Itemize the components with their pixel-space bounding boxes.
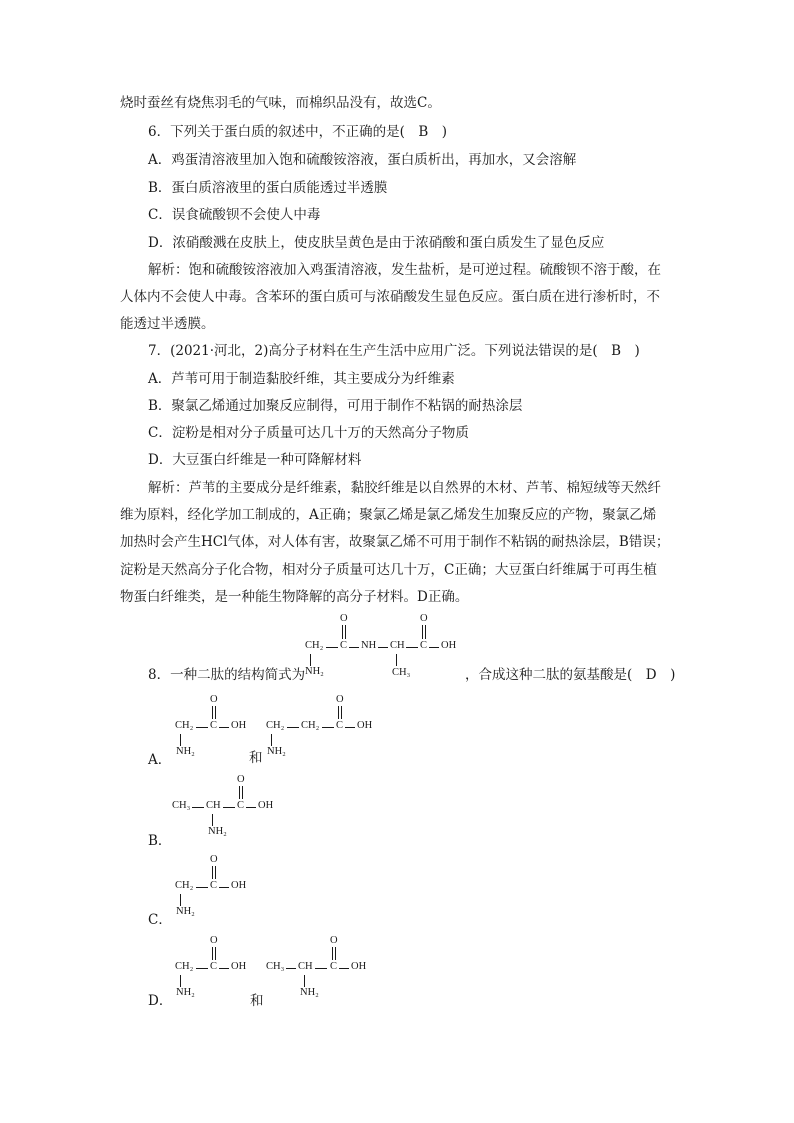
atom-ch2: CH₂ [175, 720, 194, 731]
atom-nh2: NH₂ [305, 666, 324, 677]
question-8-prefix: 8．一种二肽的结构简式为 [148, 667, 306, 683]
atom-ch2: CH₂ [266, 720, 285, 731]
atom-oh: OH [231, 720, 247, 731]
atom-c: C [330, 961, 338, 972]
q8-option-a-label: A． [148, 752, 172, 768]
q6-explanation: 人体内不会使人中毒。含苯环的蛋白质可与浓硝酸发生显色反应。蛋白质在进行渗析时，不 [120, 289, 660, 305]
atom-c: C [237, 800, 245, 811]
q7-explanation: 加热时会产生HCl气体，对人体有害，故聚氯乙烯不可用于制作不粘锅的耐热涂层，B错误； [120, 534, 670, 550]
atom-o: O [340, 613, 348, 624]
q6-option-d: D．浓硝酸溅在皮肤上，使皮肤呈黄色是由于浓硝酸和蛋白质发生了显色反应 [148, 235, 605, 251]
question-8-suffix: ，合成这种二肽的氨基酸是( D ) [465, 667, 676, 683]
question-7: 7．(2021·河北，2)高分子材料在生产生活中应用广泛。下列说法错误的是( B ) [148, 343, 640, 359]
atom-oh: OH [231, 961, 247, 972]
atom-o: O [210, 854, 218, 865]
atom-nh: NH [361, 640, 377, 651]
atom-ch2: CH₂ [175, 961, 194, 972]
q6-option-b: B．蛋白质溶液里的蛋白质能透过半透膜 [148, 180, 388, 196]
q6-option-a: A．鸡蛋清溶液里加入饱和硫酸铵溶液，蛋白质析出，再加水，又会溶解 [148, 152, 577, 168]
atom-oh: OH [441, 640, 457, 651]
atom-c: C [210, 880, 218, 891]
q8-option-d-label: D． [148, 993, 173, 1009]
atom-c: C [210, 961, 218, 972]
atom-ch: CH [298, 961, 313, 972]
atom-o: O [420, 613, 428, 624]
atom-nh2: NH₂ [176, 987, 195, 998]
atom-o: O [210, 935, 218, 946]
atom-c: C [336, 720, 344, 731]
atom-o: O [210, 694, 218, 705]
and-word: 和 [250, 993, 264, 1009]
q7-explanation: 淀粉是天然高分子化合物，相对分子质量可达几十万，C正确；大豆蛋白纤维属于可再生植 [120, 562, 657, 578]
q8-option-c-label: C． [148, 912, 172, 928]
atom-ch2: CH₂ [301, 720, 320, 731]
atom-nh2: NH₂ [208, 826, 227, 837]
q6-option-c: C．误食硫酸钡不会使人中毒 [148, 207, 321, 223]
atom-ch2: CH₂ [305, 640, 324, 651]
atom-ch3: CH₃ [172, 800, 191, 811]
text-line: 烧时蚕丝有烧焦羽毛的气味，而棉织品没有，故选C。 [120, 95, 441, 111]
atom-nh2: NH₂ [176, 906, 195, 917]
q7-option-a: A．芦苇可用于制造黏胶纤维，其主要成分为纤维素 [148, 371, 455, 387]
atom-c: C [340, 640, 348, 651]
atom-nh2: NH₂ [176, 746, 195, 757]
atom-o: O [336, 694, 344, 705]
q7-explanation: 物蛋白纤维类，是一种能生物降解的高分子材料。D正确。 [120, 589, 469, 605]
atom-ch: CH [206, 800, 221, 811]
atom-nh2: NH₂ [300, 987, 319, 998]
and-word: 和 [249, 750, 263, 766]
atom-oh: OH [351, 961, 367, 972]
q7-explanation: 维为原料，经化学加工制成的，A正确；聚氯乙烯是氯乙烯发生加聚反应的产物，聚氯乙烯 [120, 507, 657, 523]
atom-c: C [420, 640, 428, 651]
q7-explanation: 解析：芦苇的主要成分是纤维素，黏胶纤维是以自然界的木材、芦苇、棉短绒等天然纤 [148, 480, 661, 496]
atom-nh2: NH₂ [267, 746, 286, 757]
atom-ch: CH [390, 640, 405, 651]
atom-c: C [210, 720, 218, 731]
atom-ch3: CH₃ [266, 961, 285, 972]
atom-oh: OH [231, 880, 247, 891]
q7-option-b: B．聚氯乙烯通过加聚反应制得，可用于制作不粘锅的耐热涂层 [148, 398, 523, 414]
question-6: 6．下列关于蛋白质的叙述中，不正确的是( B ) [148, 124, 448, 140]
q6-explanation: 能透过半透膜。 [120, 316, 215, 332]
q6-explanation: 解析：饱和硫酸铵溶液加入鸡蛋清溶液，发生盐析，是可逆过程。硫酸钡不溶于酸，在 [148, 262, 661, 278]
atom-oh: OH [258, 800, 274, 811]
atom-ch3: CH₃ [392, 667, 411, 678]
atom-o: O [237, 774, 245, 785]
atom-oh: OH [357, 720, 373, 731]
q7-option-c: C．淀粉是相对分子质量可达几十万的天然高分子物质 [148, 425, 469, 441]
q8-option-b-label: B． [148, 833, 172, 849]
atom-o: O [330, 935, 338, 946]
atom-ch2: CH₂ [175, 880, 194, 891]
q7-option-d: D．大豆蛋白纤维是一种可降解材料 [148, 452, 362, 468]
